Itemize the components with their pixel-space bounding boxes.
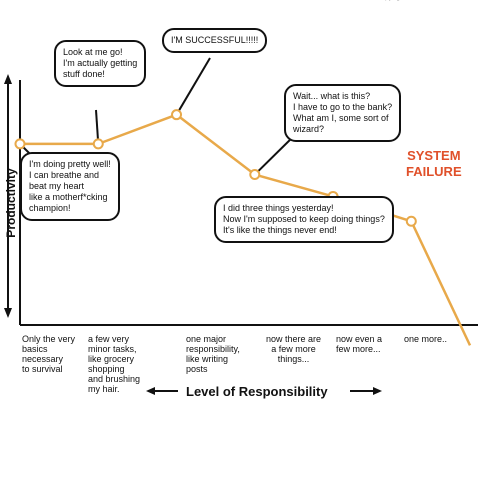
- bubble-text-line: Wait... what is this?: [293, 91, 371, 101]
- x-tick-label-line: to survival: [22, 364, 63, 374]
- y-axis-arrow-up: [4, 74, 12, 84]
- data-point-marker: [94, 139, 103, 148]
- x-tick-label: [336, 334, 382, 354]
- bubble-text-line: like a motherf*cking: [29, 192, 108, 202]
- speech-bubble-successful: [162, 28, 267, 53]
- bubble-text-line: I did three things yesterday!: [223, 203, 334, 213]
- x-tick-label-line: minor tasks,: [88, 344, 137, 354]
- speech-bubble-wait-bank: [284, 84, 401, 142]
- data-point-marker: [250, 170, 259, 179]
- x-tick-label-line: posts: [186, 364, 208, 374]
- x-tick-label-line: one major: [186, 334, 227, 344]
- bubble-text-line: stuff done!: [63, 69, 105, 79]
- x-tick-label-line: now there are: [266, 334, 322, 344]
- x-tick-label: [88, 334, 140, 394]
- x-tick-label-line: things...: [277, 354, 310, 364]
- y-axis-label: Productivity: [4, 168, 18, 238]
- data-point-marker: [172, 110, 181, 119]
- bubble-text-line: champion!: [29, 203, 71, 213]
- x-tick-label: [404, 334, 447, 344]
- y-axis-arrow-down: [4, 308, 12, 318]
- bubble-text-line: I have to go to the bank?: [293, 102, 393, 112]
- x-tick-label-line: Only the very: [22, 334, 76, 344]
- x-axis-arrow-left: [146, 387, 155, 395]
- speech-bubble-three-things: [214, 196, 394, 243]
- x-axis-label: Level of Responsibility: [186, 384, 328, 399]
- system-failure-text-line: FAILURE: [406, 164, 462, 179]
- x-tick-label: [186, 334, 240, 374]
- x-tick-label: [266, 334, 321, 364]
- bubble-text-line: It's like the things never end!: [223, 225, 337, 235]
- x-tick-label-line: like grocery: [88, 354, 135, 364]
- x-tick-label-line: and brushing: [88, 374, 141, 384]
- system-failure-text-line: SYSTEM: [407, 148, 461, 163]
- corner-text: [376, 0, 423, 1]
- x-tick-label-line: basics: [22, 344, 48, 354]
- bubble-text-line: beat my heart: [29, 181, 85, 191]
- data-point-marker: [407, 217, 416, 226]
- x-tick-label-line: one more..: [404, 334, 448, 344]
- system-failure-annotation: [406, 148, 462, 180]
- bubble-text-line: wizard?: [293, 124, 325, 134]
- x-tick-label-line: shopping: [88, 364, 125, 374]
- speech-bubble-look-at-me-go: [54, 40, 146, 87]
- bubble-text-line: I can breathe and: [29, 170, 100, 180]
- x-tick-label-line: a few more: [271, 344, 316, 354]
- x-tick-label-line: my hair.: [88, 384, 120, 394]
- speech-bubble-doing-well: [20, 152, 120, 221]
- bubble-text-line: What am I, some sort of: [293, 113, 389, 123]
- bubble-text-line: I'm actually getting: [63, 58, 138, 68]
- x-tick-label-line: responsibility,: [186, 344, 240, 354]
- bubble-text-line: I'M SUCCESSFUL!!!!!: [171, 35, 259, 45]
- x-tick-label-line: like writing: [186, 354, 229, 364]
- bubble-pointer-line: [177, 58, 210, 115]
- x-tick-label-line: now even a: [336, 334, 383, 344]
- x-tick-label-line: a few very: [88, 334, 130, 344]
- x-axis-arrow-right: [373, 387, 382, 395]
- bubble-text-line: Now I'm supposed to keep doing things?: [223, 214, 385, 224]
- bubble-text-line: Look at me go!: [63, 47, 123, 57]
- x-tick-label: [22, 334, 75, 374]
- x-tick-label-line: necessary: [22, 354, 64, 364]
- data-point-marker: [16, 139, 25, 148]
- bubble-text-line: I'm doing pretty well!: [29, 159, 111, 169]
- x-tick-label-line: few more...: [336, 344, 381, 354]
